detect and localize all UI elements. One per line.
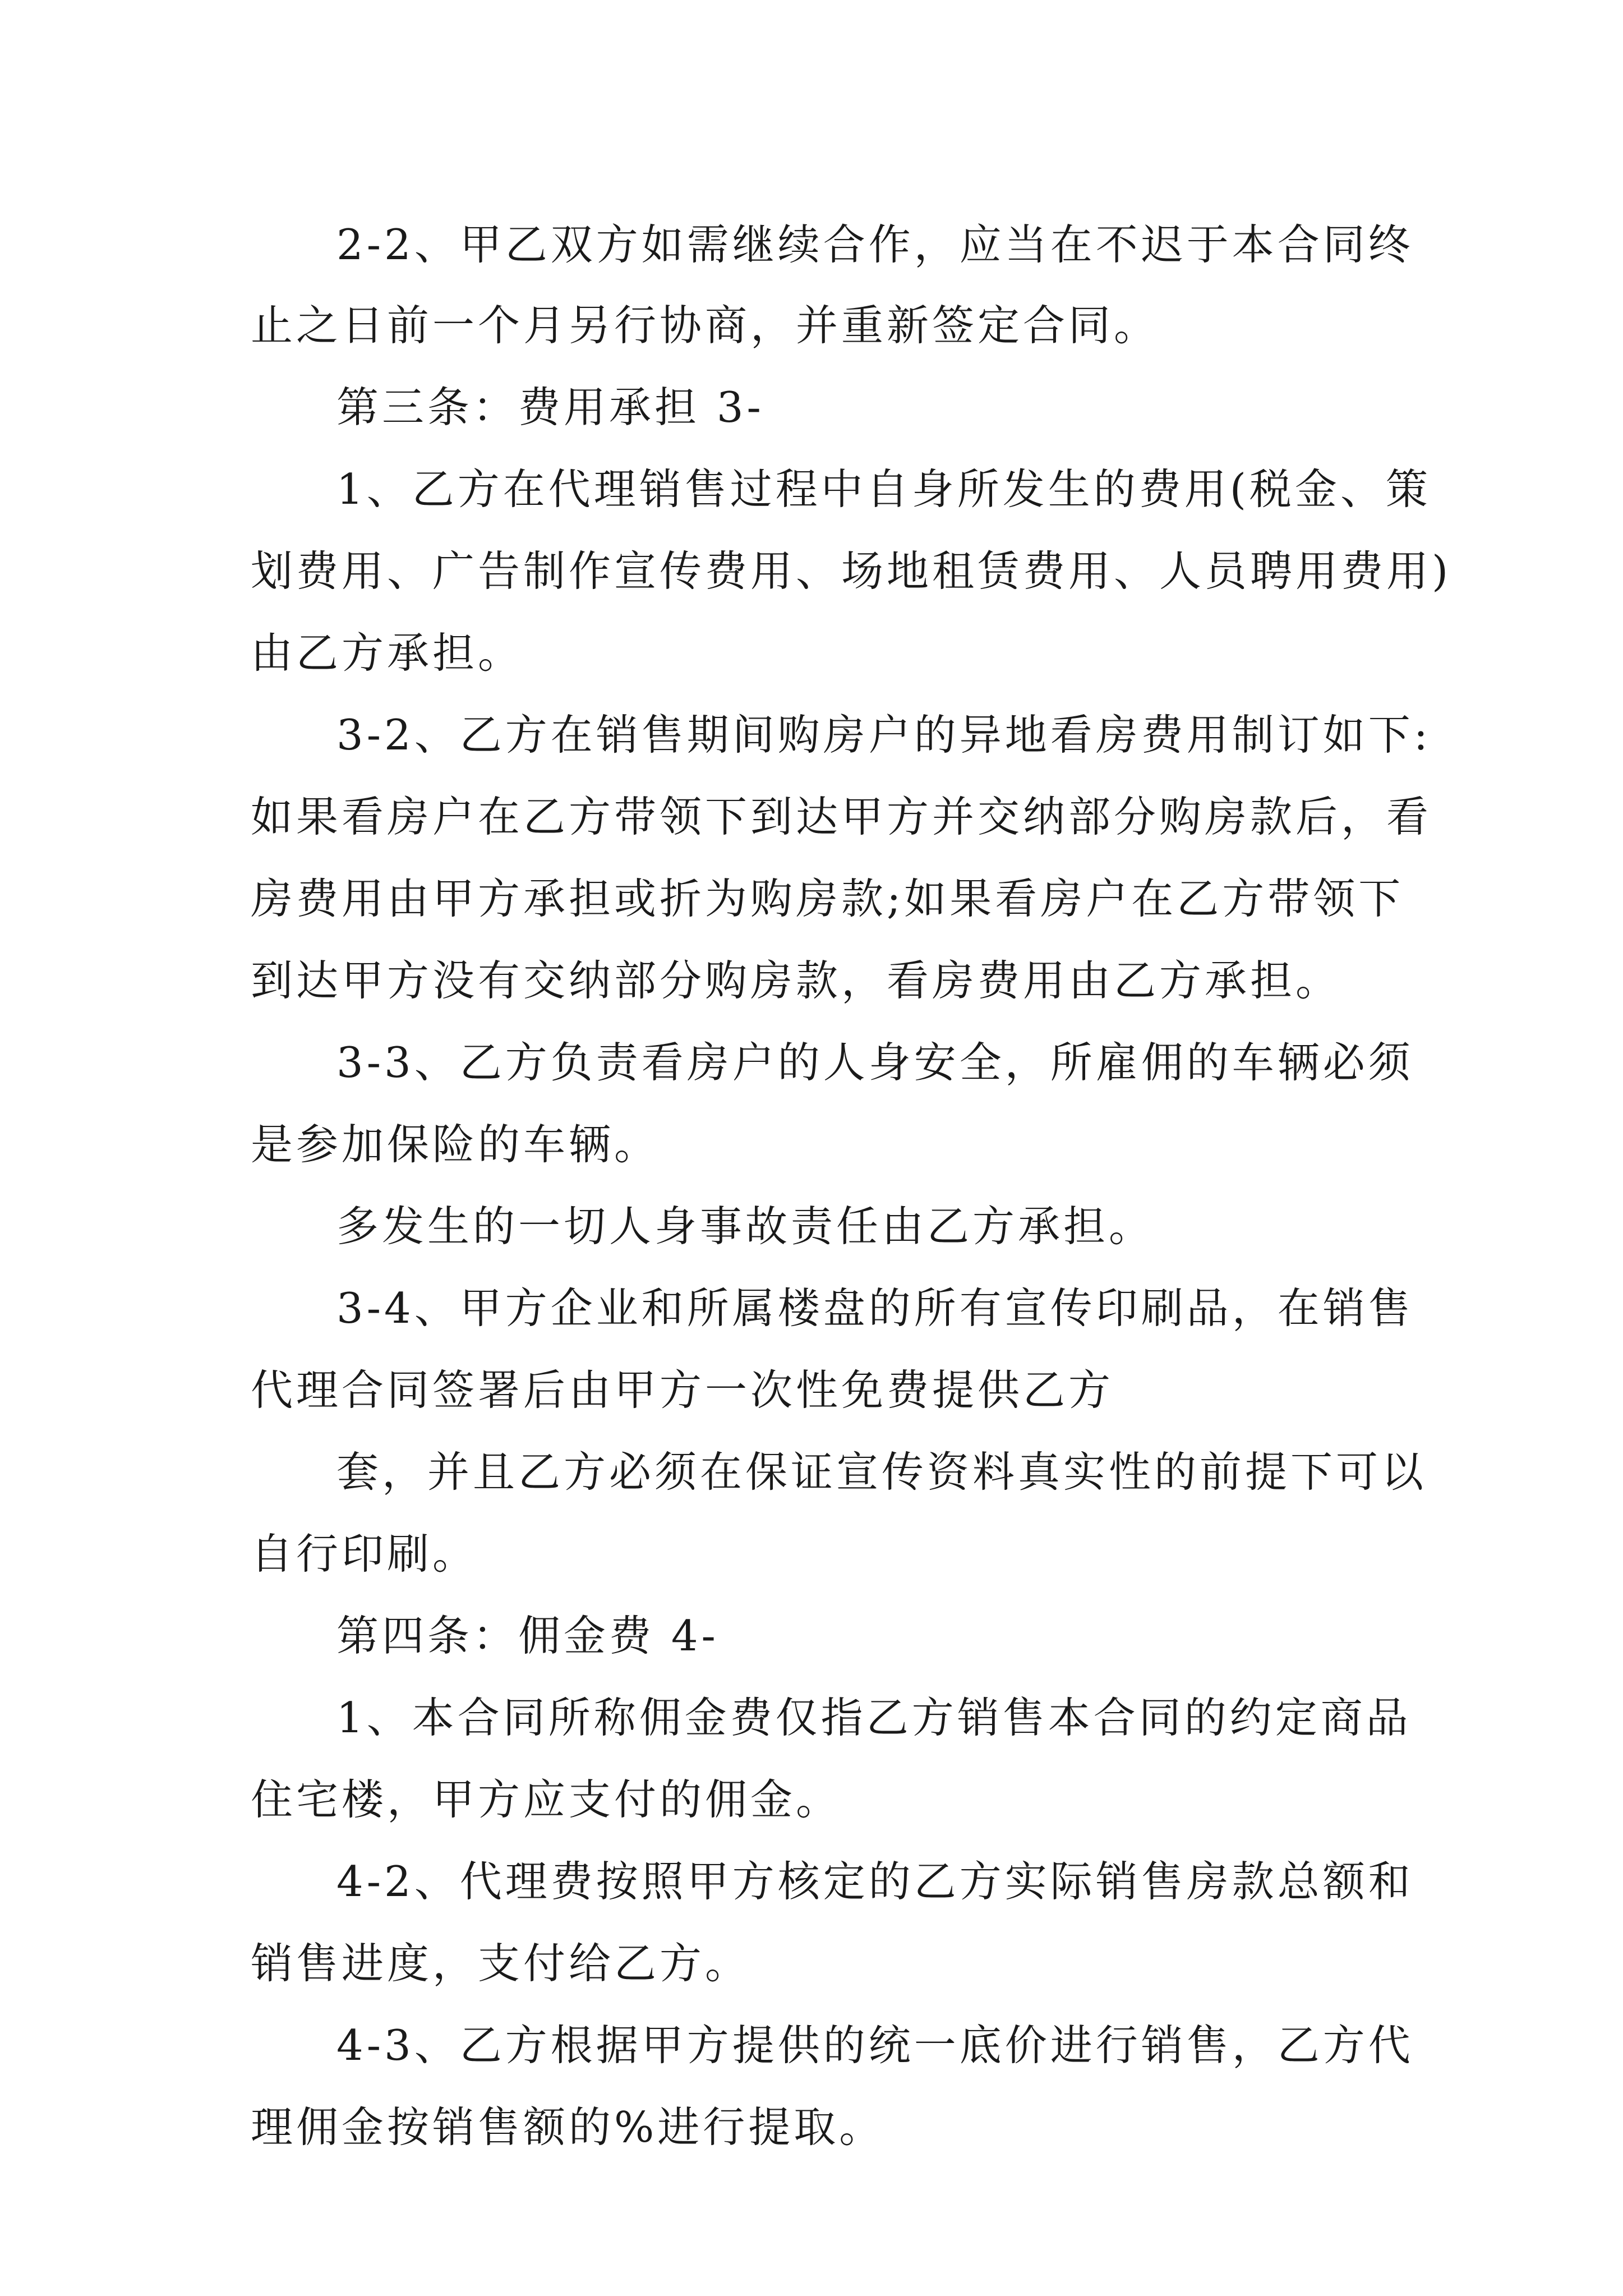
text-line: 3-4、甲方企业和所属楼盘的所有宣传印刷品，在销售: [336, 1283, 1414, 1333]
text-line: 如果看房户在乙方带领下到达甲方并交纳部分购房款后，看: [251, 792, 1432, 841]
text-line: 代理合同签署后由甲方一次性免费提供乙方: [251, 1365, 1114, 1415]
text-line: 自行印刷。: [251, 1529, 478, 1579]
text-line: 4-2、代理费按照甲方核定的乙方实际销售房款总额和: [336, 1857, 1414, 1906]
text-line: 多发生的一切人身事故责任由乙方承担。: [336, 1202, 1155, 1251]
text-line: 理佣金按销售额的%进行提取。: [251, 2102, 885, 2152]
text-line: 1、乙方在代理销售过程中自身所发生的费用(税金、策: [336, 464, 1431, 514]
text-line: 销售进度，支付给乙方。: [251, 1939, 751, 1988]
section-heading: 第三条：费用承担 3-: [336, 383, 764, 432]
text-line: 3-2、乙方在销售期间购房户的异地看房费用制订如下:: [336, 710, 1432, 760]
text-line: 住宅楼，甲方应支付的佣金。: [251, 1775, 842, 1824]
text-line: 到达甲方没有交纳部分购房款，看房费用由乙方承担。: [251, 956, 1341, 1005]
text-line: 划费用、广告制作宣传费用、场地租赁费用、人员聘用费用): [251, 546, 1452, 596]
text-line: 3-3、乙方负责看房户的人身安全，所雇佣的车辆必须: [336, 1038, 1414, 1087]
text-line: 由乙方承担。: [251, 628, 524, 678]
text-line: 2-2、甲乙双方如需继续合作，应当在不迟于本合同终: [336, 220, 1414, 269]
text-line: 4-3、乙方根据甲方提供的统一底价进行销售，乙方代: [336, 2021, 1414, 2070]
text-line: 房费用由甲方承担或折为购房款;如果看房户在乙方带领下: [251, 874, 1404, 923]
text-line: 是参加保险的车辆。: [251, 1120, 660, 1169]
text-line: 止之日前一个月另行协商，并重新签定合同。: [251, 301, 1160, 350]
text-line: 套，并且乙方必须在保证宣传资料真实性的前提下可以: [336, 1447, 1427, 1497]
section-heading: 第四条：佣金费 4-: [336, 1611, 719, 1660]
text-line: 1、本合同所称佣金费仅指乙方销售本合同的约定商品: [336, 1693, 1412, 1742]
